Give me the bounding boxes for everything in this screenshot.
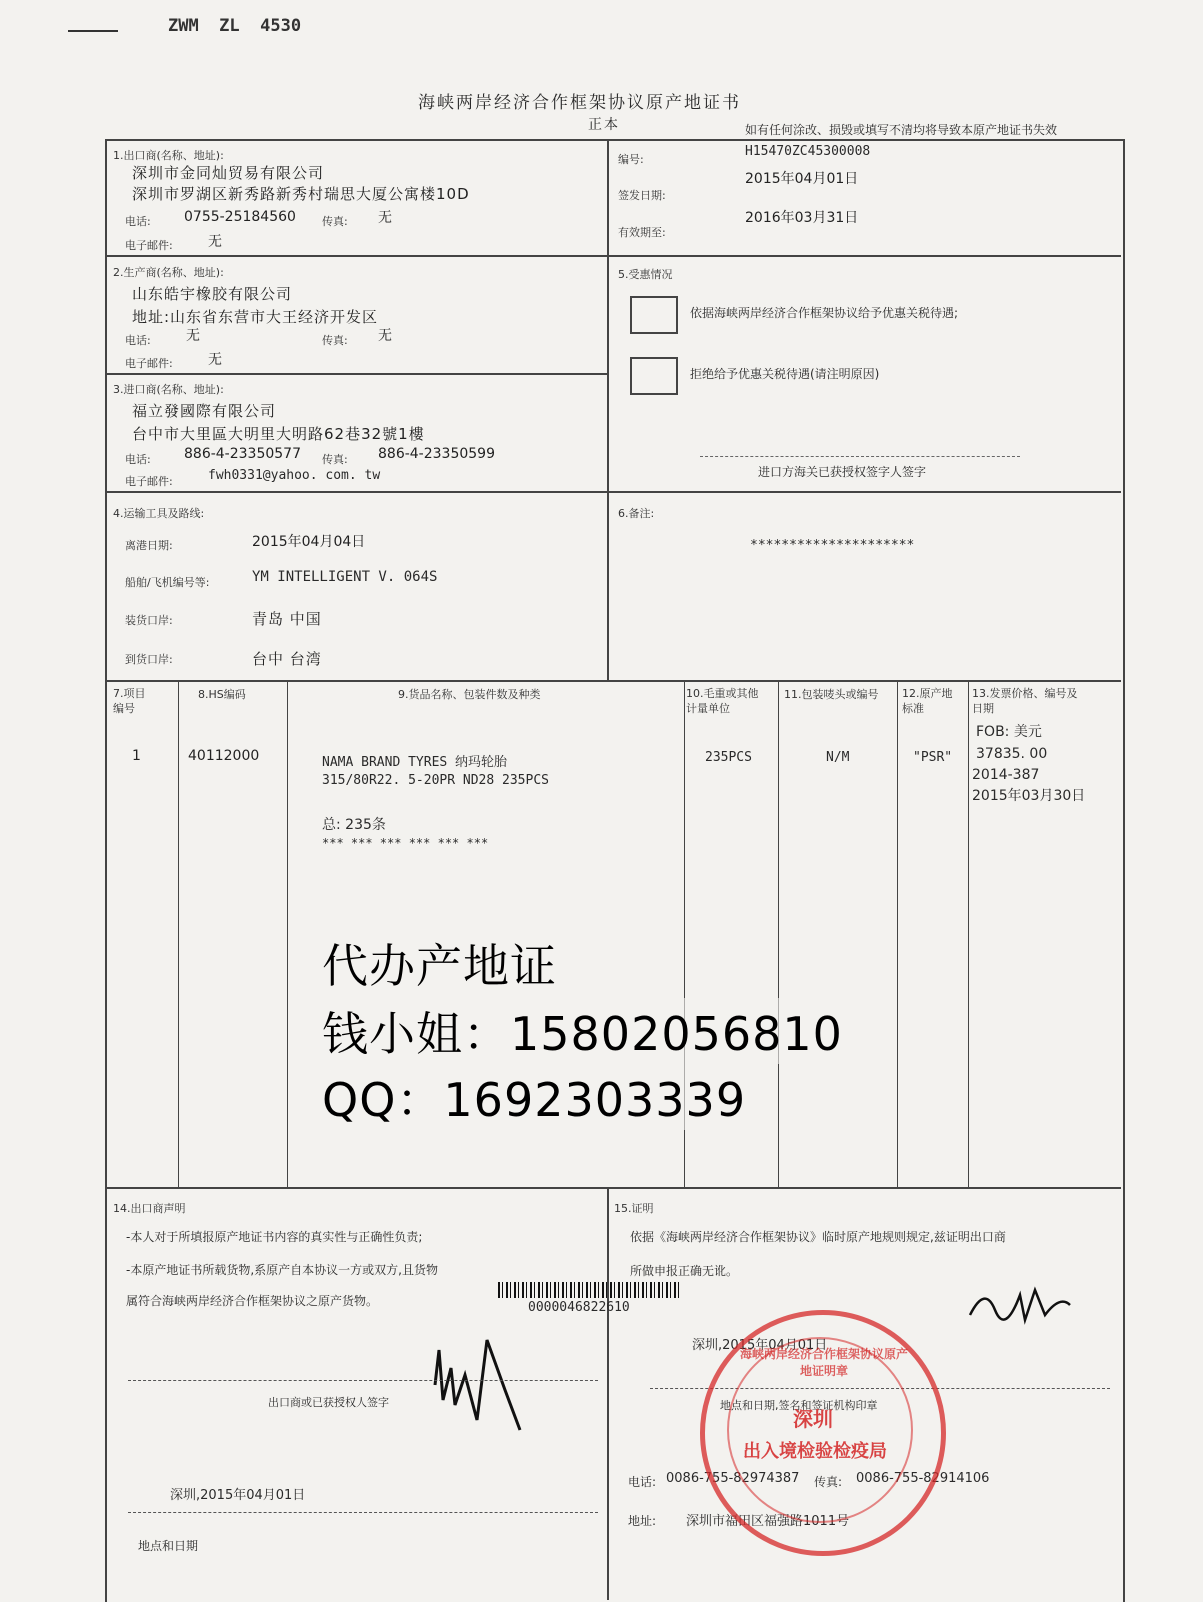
exporter-tel: 0755-25184560 (184, 209, 296, 225)
divider (968, 680, 969, 1188)
authority-tel-label: 电话: (628, 1475, 657, 1489)
producer-label: 2.生产商(名称、地址): (113, 266, 224, 279)
refuse-checkbox[interactable] (630, 357, 678, 395)
dash-mark (68, 30, 118, 32)
divider (178, 680, 179, 1188)
exporter-tel-label: 电话: (125, 215, 151, 228)
certificate-title: 海峡两岸经济合作框架协议原产地证书 (418, 93, 741, 113)
valid-until-label: 有效期至: (618, 226, 666, 239)
authority-fax: 0086-755-82914106 (856, 1471, 990, 1486)
gross-quantity: 235PCS (705, 750, 752, 765)
producer-address: 地址:山东省东营市大王经济开发区 (132, 308, 379, 326)
invoice-amount: 37835. 00 (976, 746, 1048, 762)
certificate-subtitle: 正本 (588, 117, 620, 133)
grant-checkbox[interactable] (630, 296, 678, 334)
producer-tel: 无 (186, 328, 200, 344)
refuse-option: 拒绝给予优惠关税待遇(请注明原因) (690, 367, 880, 381)
signature-line (700, 456, 1020, 457)
certification-line-2: 所做申报正确无讹。 (630, 1264, 739, 1278)
remarks-stars: ********************* (750, 538, 915, 553)
remarks-label: 6.备注: (618, 507, 655, 520)
importer-tel-label: 电话: (125, 453, 151, 466)
agent-qq-text: QQ：1692303339 (322, 1064, 746, 1130)
seal-city: 深圳 (793, 1407, 833, 1431)
col-origin-header: 12.原产地 标准 (902, 687, 953, 715)
grant-option: 依据海峡两岸经济合作框架协议给予优惠关税待遇; (690, 306, 959, 320)
agent-phone-text: 钱小姐：15802056810 (322, 998, 843, 1064)
producer-tel-label: 电话: (125, 334, 151, 347)
importer-email-label: 电子邮件: (125, 475, 173, 488)
loading-port: 青岛 中国 (252, 610, 322, 628)
producer-name: 山东皓宇橡胶有限公司 (132, 285, 293, 303)
importer-email: fwh0331@yahoo. com. tw (208, 468, 381, 483)
col-marks-header: 11.包装唛头或编号 (784, 688, 879, 701)
authority-address-label: 地址: (628, 1514, 657, 1528)
customs-sign-label: 进口方海关已获授权签字人签字 (758, 465, 927, 479)
importer-name: 福立發國際有限公司 (132, 402, 277, 420)
certificate-frame (105, 139, 1125, 1602)
exporter-fax-label: 传真: (322, 215, 348, 228)
goods-desc-2: 315/80R22. 5-20PR ND28 235PCS (322, 773, 549, 788)
declaration-place-label: 地点和日期 (138, 1539, 199, 1553)
certification-line-1: 依据《海峡两岸经济合作框架协议》临时原产地规则规定,兹证明出口商 (630, 1230, 1006, 1244)
declaration-line-3: 属符合海峡两岸经济合作框架协议之原产货物。 (126, 1294, 379, 1308)
barcode-number: 0000046822610 (528, 1300, 630, 1315)
authority-sign-label: 地点和日期,签名和签证机构印章 (720, 1399, 878, 1412)
goods-desc-4: *** *** *** *** *** *** (322, 836, 489, 850)
divider (607, 139, 609, 682)
col-item-header: 7.项目 编号 (113, 687, 146, 715)
declaration-line-1: -本人对于所填报原产地证书内容的真实性与正确性负责; (126, 1230, 423, 1244)
date-line (128, 1512, 598, 1513)
certification-date: 深圳,2015年04月01日 (692, 1338, 828, 1353)
producer-email: 无 (208, 352, 222, 368)
seal-outer-text: 海峡两岸经济合作框架协议原产地证明章 (739, 1347, 908, 1378)
issue-date: 2015年04月01日 (745, 171, 859, 187)
declaration-label: 14.出口商声明 (113, 1202, 186, 1215)
shipping-marks: N/M (826, 750, 850, 765)
exporter-address: 深圳市罗湖区新秀路新秀村瑞思大厦公寓楼10D (132, 185, 470, 203)
exporter-fax: 无 (378, 210, 392, 226)
vessel: YM INTELLIGENT V. 064S (252, 569, 438, 585)
invoice-terms: FOB: 美元 (976, 724, 1042, 740)
hs-code: 40112000 (188, 748, 260, 764)
divider (105, 491, 1121, 493)
loading-port-label: 装货口岸: (125, 614, 173, 627)
departure-label: 离港日期: (125, 539, 173, 552)
exporter-label: 1.出口商(名称、地址): (113, 149, 224, 162)
authority-tel: 0086-755-82974387 (666, 1471, 800, 1486)
exporter-email-label: 电子邮件: (125, 239, 173, 252)
exporter-signature (425, 1330, 535, 1440)
divider (607, 1187, 609, 1600)
col-invoice-header: 13.发票价格、编号及 日期 (972, 687, 1078, 715)
valid-until: 2016年03月31日 (745, 210, 859, 226)
importer-fax-label: 传真: (322, 453, 348, 466)
issue-date-label: 签发日期: (618, 189, 666, 202)
producer-email-label: 电子邮件: (125, 357, 173, 370)
divider (897, 680, 898, 1188)
discharge-port-label: 到货口岸: (125, 653, 173, 666)
invoice-number: 2014-387 (972, 767, 1040, 783)
exporter-email: 无 (208, 234, 222, 250)
producer-fax: 无 (378, 328, 392, 344)
authority-address: 深圳市福田区福强路1011号 (686, 1514, 850, 1529)
exporter-name: 深圳市金同灿贸易有限公司 (132, 164, 325, 182)
importer-fax: 886-4-23350599 (378, 446, 495, 462)
producer-fax-label: 传真: (322, 334, 348, 347)
divider (105, 255, 1121, 257)
seal-org: 出入境检验检疫局 (743, 1441, 887, 1462)
discharge-port: 台中 台湾 (252, 650, 322, 668)
validity-warning: 如有任何涂改、损毁或填写不清均将导致本原产地证书失效 (745, 123, 1058, 137)
col-hs-header: 8.HS编码 (198, 688, 246, 701)
divider (778, 680, 779, 1188)
importer-tel: 886-4-23350577 (184, 446, 301, 462)
divider (105, 373, 607, 375)
signature-line (128, 1380, 598, 1381)
importer-label: 3.进口商(名称、地址): (113, 383, 224, 396)
goods-desc-1: NAMA BRAND TYRES 纳玛轮胎 (322, 755, 508, 770)
cert-no-label: 编号: (618, 153, 644, 166)
origin-criterion: "PSR" (913, 750, 953, 765)
col-weight-header: 10.毛重或其他 计量单位 (686, 687, 759, 715)
exporter-sign-label: 出口商或已获授权人签字 (268, 1396, 389, 1409)
declaration-date: 深圳,2015年04月01日 (170, 1488, 306, 1503)
divider (287, 680, 288, 1188)
importer-address: 台中市大里區大明里大明路62巷32號1樓 (132, 425, 425, 443)
goods-desc-3: 总: 235条 (322, 817, 386, 833)
certification-label: 15.证明 (614, 1202, 654, 1215)
benefit-label: 5.受惠情况 (618, 268, 673, 281)
declaration-line-2: -本原产地证书所载货物,系原产自本协议一方或双方,且货物 (126, 1263, 438, 1277)
item-number: 1 (132, 748, 141, 764)
transport-label: 4.运输工具及路线: (113, 507, 205, 520)
departure-date: 2015年04月04日 (252, 534, 366, 550)
authority-fax-label: 传真: (814, 1475, 843, 1489)
barcode-icon (498, 1282, 682, 1298)
invoice-date: 2015年03月30日 (972, 788, 1086, 804)
col-desc-header: 9.货品名称、包装件数及种类 (398, 688, 541, 701)
serial-number: ZWM ZL 4530 (168, 16, 302, 36)
agent-service-text: 代办产地证 (322, 930, 557, 996)
cert-no: H15470ZC45300008 (745, 144, 871, 159)
official-seal-icon (700, 1310, 946, 1556)
official-signature (965, 1275, 1075, 1335)
vessel-label: 船舶/飞机编号等: (125, 576, 210, 589)
